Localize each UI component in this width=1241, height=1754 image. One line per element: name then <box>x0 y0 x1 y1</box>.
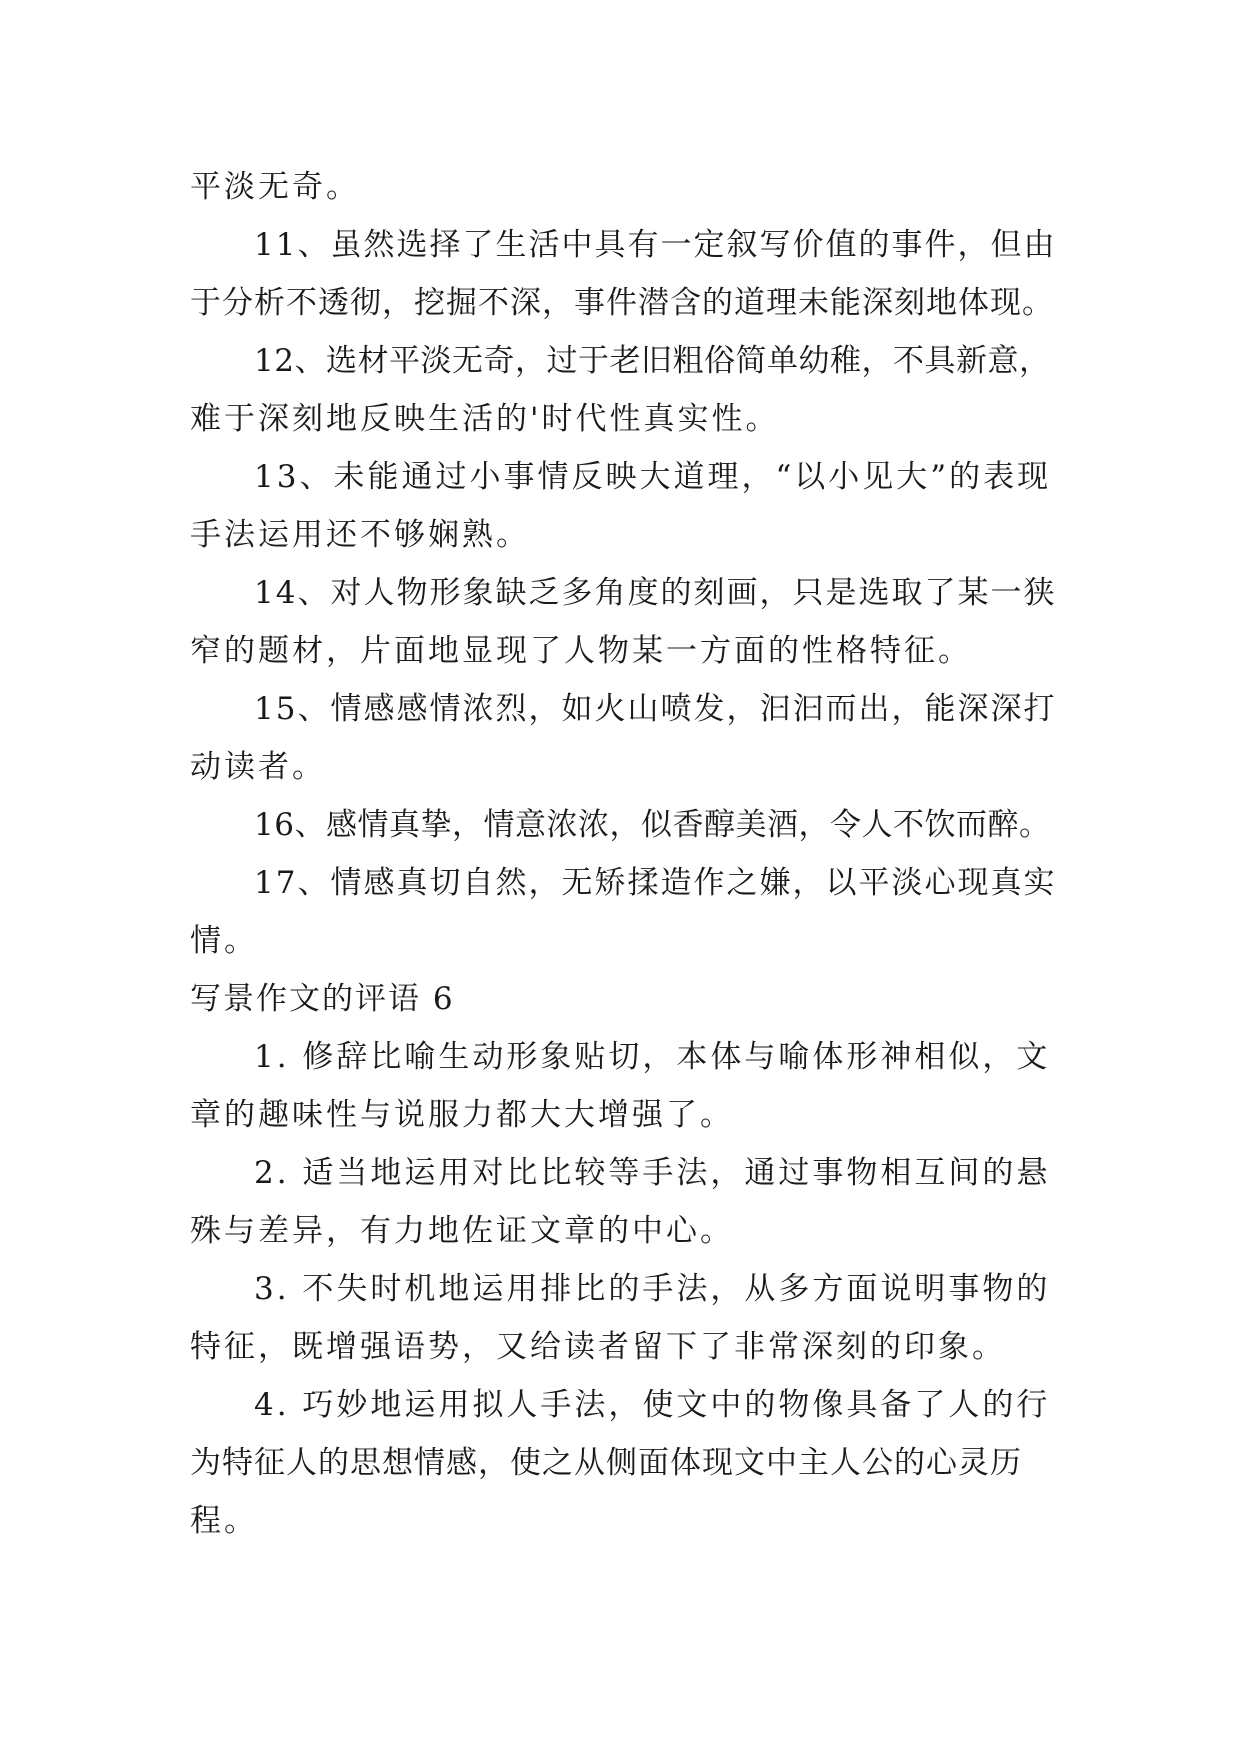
text-line: 为特征人的思想情感，使之从侧面体现文中主人公的心灵历 <box>190 1445 1022 1481</box>
text-line: 程。 <box>190 1503 258 1539</box>
text-line: 16、感情真挚，情意浓浓，似香醇美酒，令人不饮而醉。 <box>254 807 1051 843</box>
text-line: 4. 巧妙地运用拟人手法，使文中的物像具备了人的行 <box>254 1387 1051 1423</box>
document-body <box>190 158 1060 1550</box>
text-line: 2. 适当地运用对比比较等手法，通过事物相互间的悬 <box>254 1155 1051 1191</box>
text-line: 动读者。 <box>190 749 326 785</box>
text-line: 15、情感感情浓烈，如火山喷发，汩汩而出，能深深打 <box>254 691 1057 727</box>
text-line: 1. 修辞比喻生动形象贴切，本体与喻体形神相似，文 <box>254 1039 1051 1075</box>
text-line: 平淡无奇。 <box>190 169 360 205</box>
text-line: 窄的题材，片面地显现了人物某一方面的性格特征。 <box>190 633 972 669</box>
text-line: 12、选材平淡无奇，过于老旧粗俗简单幼稚，不具新意， <box>254 343 1051 379</box>
text-line: 于分析不透彻，挖掘不深，事件潜含的道理未能深刻地体现。 <box>190 285 1054 321</box>
text-line: 17、情感真切自然，无矫揉造作之嫌，以平淡心现真实 <box>254 865 1057 901</box>
text-line: 11、虽然选择了生活中具有一定叙写价值的事件，但由 <box>254 227 1057 263</box>
text-line: 特征，既增强语势，又给读者留下了非常深刻的印象。 <box>190 1329 1006 1365</box>
text-line: 14、对人物形象缺乏多角度的刻画，只是选取了某一狭 <box>254 575 1057 611</box>
text-line: 手法运用还不够娴熟。 <box>190 517 530 553</box>
text-line: 情。 <box>190 923 258 959</box>
section-heading: 写景作文的评语 6 <box>190 981 455 1017</box>
text-line: 章的趣味性与说服力都大大增强了。 <box>190 1097 734 1133</box>
text-line: 殊与差异，有力地佐证文章的中心。 <box>190 1213 734 1249</box>
text-line: 3. 不失时机地运用排比的手法，从多方面说明事物的 <box>254 1271 1051 1307</box>
text-line: 13、未能通过小事情反映大道理，“以小见大”的表现 <box>254 459 1052 495</box>
text-line: 难于深刻地反映生活的'时代性真实性。 <box>190 401 780 437</box>
